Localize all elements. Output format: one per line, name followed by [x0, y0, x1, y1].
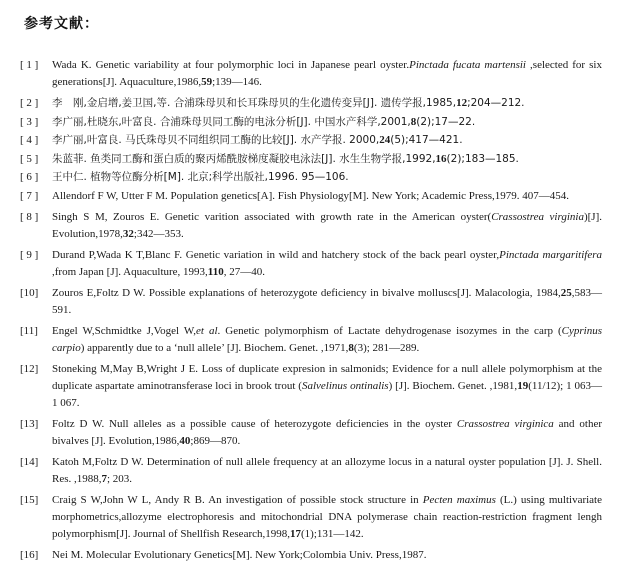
reference-text — [52, 247, 602, 281]
reference-number: [ 2 ] — [20, 97, 39, 109]
reference-number: [ 9 ] — [20, 248, 39, 261]
reference-segment: Stoneking M,May B,Wright J E. Loss of duplicate expresion in salmonids; Evidence for a null allele polymorphism at the duplicate aspartate aminotransferase loci in brook trout ( — [52, 362, 602, 392]
reference-number: [15] — [20, 493, 39, 506]
reference-list — [20, 57, 602, 568]
reference-item — [20, 416, 602, 450]
reference-number: [ 3 ] — [20, 115, 39, 128]
reference-segment: 李广丽,叶富良. 马氏珠母贝不同组织同工酶的比较[J]. 水产学报. 2000, — [52, 134, 380, 146]
italic-species-name: Crassostrea virginica — [456, 417, 554, 430]
volume-number: 16 — [435, 152, 447, 165]
reference-number: [16] — [20, 548, 39, 561]
reference-text — [52, 361, 602, 412]
volume-number: 24 — [379, 134, 391, 146]
reference-item — [20, 247, 602, 281]
reference-item — [20, 209, 602, 243]
reference-segment: (5);417—421. — [390, 134, 463, 146]
reference-segment: ;342—353. — [133, 227, 184, 240]
reference-item — [20, 454, 602, 488]
reference-segment: (L.) using multivariate morphometrics,allozyme electrophoresis and mitochondrial DNA polymerase chain reaction-restriction fragment lengh polymorphism[J]. Journal of Shellfish Research,1998, — [52, 493, 602, 540]
reference-segment: (1);131—142. — [301, 527, 364, 540]
reference-segment: (2);17—22. — [416, 115, 476, 128]
reference-item — [20, 114, 602, 131]
reference-segment: Nei M. Molecular Evolutionary Genetics[M]. New York;Colombia Univ. Press,1987. — [52, 548, 427, 561]
reference-segment: )[J]. Evolution,1978, — [52, 210, 602, 240]
reference-item — [20, 169, 602, 186]
reference-segment: , 27—40. — [223, 265, 265, 278]
section-title: 参考文献： — [24, 16, 99, 32]
volume-number: 8 — [348, 341, 354, 354]
reference-segment: Wada K. Genetic variability at four polymorphic loci in Japanese pearl oyster. — [52, 59, 410, 71]
reference-item — [20, 361, 602, 412]
reference-segment: ) [J]. Biochem. Genet. ,1981, — [388, 379, 518, 392]
reference-text — [52, 285, 602, 319]
reference-item — [20, 547, 602, 564]
italic-species-name: Cyprinus carpio — [52, 324, 602, 354]
volume-number: 110 — [207, 265, 224, 278]
italic-species-name: et al — [196, 324, 218, 337]
reference-segment: and other bivalves [J]. Evolution,1986, — [52, 417, 603, 447]
reference-segment: Craig S W,John W L, Andy R B. An investigation of possible stock structure in — [52, 493, 423, 506]
volume-number: 12 — [456, 97, 468, 109]
reference-text — [52, 547, 602, 564]
italic-species-name: Pecten maximus — [422, 493, 496, 506]
reference-segment: Durand P,Wada K T,Blanc F. Genetic variation in wild and hatchery stock of the back pearl oyster, — [52, 248, 500, 261]
reference-segment: Engel W,Schmidtke J,Vogel W, — [52, 324, 197, 337]
reference-segment: Foltz D W. Null alleles as a possible cause of heterozygote deficiencies in the oyster — [52, 417, 457, 430]
reference-item — [20, 132, 602, 149]
reference-text — [52, 323, 602, 357]
volume-number: 25 — [560, 286, 572, 299]
reference-segment: ;204—212. — [467, 97, 525, 109]
reference-number: [ 8 ] — [20, 210, 39, 223]
reference-item — [20, 285, 602, 319]
reference-text — [52, 95, 602, 112]
reference-segment: 李 刚,金启增,姜卫国,等. 合浦珠母贝和长耳珠母贝的生化遗传变异[J]. 遗传学报,1985, — [52, 97, 457, 109]
reference-text — [52, 169, 602, 186]
reference-text — [52, 132, 602, 149]
reference-segment: ) apparently due to a ‘null allele’ [J]. Biochem. Genet. ,1971, — [80, 341, 349, 354]
reference-item — [20, 95, 602, 112]
reference-segment: ;139—146. — [212, 76, 262, 88]
reference-number: [ 7 ] — [20, 189, 39, 202]
reference-number: [ 1 ] — [20, 59, 39, 71]
volume-number: 19 — [517, 379, 529, 392]
reference-segment: ,selected for six generations[J]. Aquaculture,1986, — [52, 59, 602, 88]
reference-segment: Zouros E,Foltz D W. Possible explanations of heterozygote deficiency in bivalve molluscs[J]. Malacologia, 1984, — [52, 286, 561, 299]
volume-number: 7 — [101, 472, 107, 485]
reference-text — [52, 151, 602, 168]
reference-item — [20, 57, 602, 91]
reference-item — [20, 492, 602, 543]
reference-text — [52, 416, 602, 450]
italic-species-name: Salvelinus ontinalis — [301, 379, 389, 392]
reference-text — [52, 114, 602, 131]
reference-segment: Katoh M,Foltz D W. Determination of null allele frequency at an allozyme locus in a natural oyster population [J]. J. Shell. Res. ,1988, — [52, 455, 602, 485]
reference-segment: ; 203. — [107, 472, 133, 485]
volume-number: 8 — [410, 115, 417, 128]
reference-text — [52, 492, 602, 543]
reference-number: [ 6 ] — [20, 171, 39, 183]
reference-segment: (3); 281—289. — [353, 341, 420, 354]
reference-text — [52, 454, 602, 488]
reference-segment: ,from Japan [J]. Aquaculture, 1993, — [52, 265, 208, 278]
reference-item — [20, 323, 602, 357]
reference-segment: (2);183—185. — [446, 152, 519, 165]
reference-number: [12] — [20, 362, 39, 375]
reference-item — [20, 188, 602, 205]
italic-species-name: Pinctada margaritifera — [499, 248, 602, 261]
reference-text — [52, 57, 602, 91]
reference-segment: ;869—870. — [190, 434, 241, 447]
italic-species-name: Crassostrea virginia — [491, 210, 584, 223]
italic-species-name: Pinctada fucata martensii — [409, 59, 526, 71]
reference-segment: 朱蓝菲. 鱼类同工酶和蛋白质的聚丙烯酰胺梯度凝胶电泳法[J]. 水生生物学报,1992, — [52, 152, 436, 165]
reference-number: [10] — [20, 286, 39, 299]
reference-segment: Singh S M, Zouros E. Genetic varition associated with growth rate in the American oyster( — [52, 210, 492, 223]
reference-number: [13] — [20, 417, 39, 430]
volume-number: 17 — [290, 527, 301, 540]
reference-item — [20, 151, 602, 168]
reference-segment: 李广丽,杜晓东,叶富良. 合浦珠母贝同工酶的电泳分析[J]. 中国水产科学,2001, — [52, 115, 411, 128]
reference-segment: 王中仁. 植物等位酶分析[M]. 北京;科学出版社,1996. 95—106. — [52, 171, 349, 183]
reference-number: [ 5 ] — [20, 152, 39, 165]
reference-text — [52, 188, 602, 205]
reference-number: [14] — [20, 455, 39, 468]
reference-text — [52, 209, 602, 243]
reference-segment: . Genetic polymorphism of Lactate dehydrogenase isozymes in the carp ( — [217, 324, 562, 337]
reference-number: [11] — [20, 324, 38, 337]
reference-segment: ,583—591. — [52, 286, 602, 316]
reference-number: [ 4 ] — [20, 134, 39, 146]
volume-number: 59 — [201, 76, 213, 88]
volume-number: 32 — [122, 227, 134, 240]
reference-segment: Allendorf F W, Utter F M. Population genetics[A]. Fish Physiology[M]. New York; Academic Press,1979. 407—454. — [52, 189, 569, 202]
volume-number: 40 — [179, 434, 191, 447]
reference-segment: (11/12); 1 063—1 067. — [52, 379, 603, 409]
